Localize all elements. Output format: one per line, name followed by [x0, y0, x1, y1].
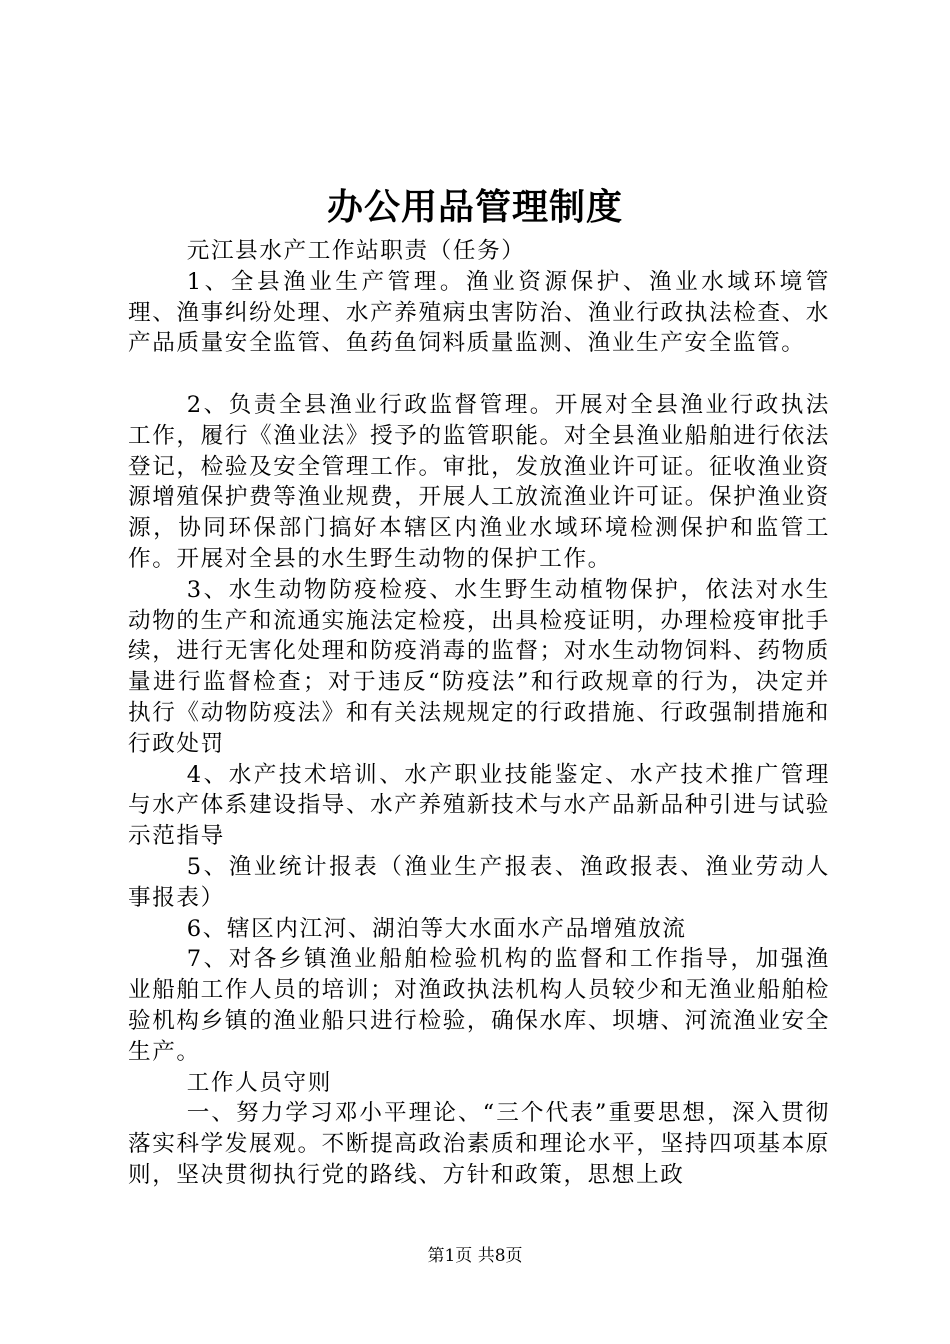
paragraph-item-1: 1、全县渔业生产管理。渔业资源保护、渔业水域环境管理、渔事纠纷处理、水产养殖病虫害防治、渔业行政执法检查、水产品质量安全监管、鱼药鱼饲料质量监测、渔业生产安全监管。	[128, 268, 830, 357]
page-number-footer: 第1页 共8页	[427, 1246, 523, 1266]
paragraph-item-2: 2、负责全县渔业行政监督管理。开展对全县渔业行政执法工作，履行《渔业法》授予的监管职能。对全县渔业船舶进行依法登记，检验及安全管理工作。审批，发放渔业许可证。征收渔业资源增殖保护费等渔业规费，开展人工放流渔业许可证。保护渔业资源，协同环保部门搞好本辖区内渔业水域环境检测保护和监管工作。开展对全县的水生野生动物的保护工作。	[128, 391, 830, 572]
paragraph-item-7: 7、对各乡镇渔业船舶检验机构的监督和工作指导，加强渔业船舶工作人员的培训；对渔政执法机构人员较少和无渔业船舶检验机构乡镇的渔业船只进行检验，确保水库、坝塘、河流渔业安全生产。	[128, 946, 830, 1065]
paragraph-item-3: 3、水生动物防疫检疫、水生野生动植物保护，依法对水生动物的生产和流通实施法定检疫，出具检疫证明，办理检疫审批手续，进行无害化处理和防疫消毒的监督；对水生动物饲料、药物质量进行监督检查；对于违反“防疫法”和行政规章的行为，决定并执行《动物防疫法》和有关法规规定的行政措施、行政强制措施和行政处罚	[128, 576, 830, 757]
paragraph-heading-duties: 元江县水产工作站职责（任务）	[186, 238, 526, 264]
paragraph-item-5: 5、渔业统计报表（渔业生产报表、渔政报表、渔业劳动人事报表）	[128, 853, 830, 911]
paragraph-heading-staff-rules: 工作人员守则	[186, 1069, 332, 1096]
paragraph-item-4: 4、水产技术培训、水产职业技能鉴定、水产技术推广管理与水产体系建设指导、水产养殖新技术与水产品新品种引进与试验示范指导	[128, 761, 830, 850]
paragraph-rule-1: 一、努力学习邓小平理论、“三个代表”重要思想，深入贯彻落实科学发展观。不断提高政治素质和理论水平，坚持四项基本原则，坚决贯彻执行党的路线、方针和政策，思想上政	[128, 1100, 830, 1188]
paragraph-item-6: 6、辖区内江河、湖泊等大水面水产品增殖放流	[186, 915, 687, 942]
page-title: 办公用品管理制度	[326, 186, 623, 228]
document-body	[128, 236, 830, 1191]
